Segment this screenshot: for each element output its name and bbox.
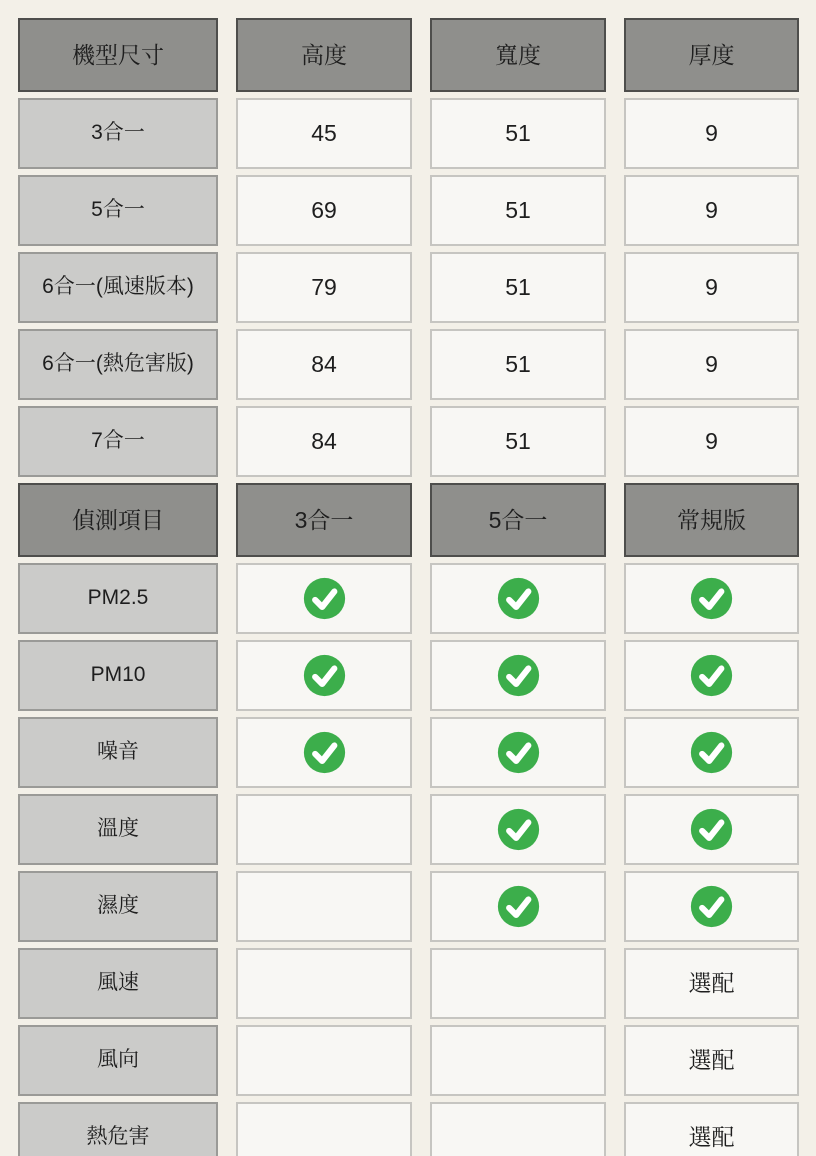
size-row-label-5in1: 5合一 [18,175,218,246]
size-value-cell: 9 [624,98,799,169]
feature-value-cell [236,794,412,865]
feature-value-cell [430,563,606,634]
header-model-size: 機型尺寸 [18,18,218,92]
feature-value-cell [236,563,412,634]
feature-value-cell [236,640,412,711]
check-icon [689,884,734,929]
feature-value-cell [236,948,412,1019]
feature-value-cell: 選配 [624,948,799,1019]
size-value-cell: 9 [624,406,799,477]
check-icon [302,730,347,775]
feature-value-cell [430,948,606,1019]
header-height: 高度 [236,18,412,92]
feature-row-label-heat-hazard: 熱危害 [18,1102,218,1156]
feature-value-cell [236,1102,412,1156]
feature-value-cell [430,640,606,711]
check-icon [689,576,734,621]
size-row-label-3in1: 3合一 [18,98,218,169]
size-value-cell: 84 [236,406,412,477]
header-thickness: 厚度 [624,18,799,92]
feature-value-cell: 選配 [624,1102,799,1156]
size-value-cell: 69 [236,175,412,246]
check-icon [496,576,541,621]
check-icon [302,653,347,698]
feature-value-cell [624,794,799,865]
header-5in1: 5合一 [430,483,606,557]
size-value-cell: 51 [430,329,606,400]
check-icon [496,884,541,929]
check-icon [689,807,734,852]
feature-value-cell: 選配 [624,1025,799,1096]
feature-value-cell [430,794,606,865]
feature-row-label-humidity: 濕度 [18,871,218,942]
check-icon [689,653,734,698]
size-value-cell: 9 [624,175,799,246]
feature-value-cell [430,871,606,942]
feature-row-label-temperature: 溫度 [18,794,218,865]
check-icon [496,653,541,698]
header-regular-version: 常規版 [624,483,799,557]
feature-value-cell [624,717,799,788]
size-value-cell: 51 [430,406,606,477]
feature-value-cell [430,717,606,788]
feature-row-label-wind-speed: 風速 [18,948,218,1019]
feature-value-cell [624,640,799,711]
size-row-label-7in1: 7合一 [18,406,218,477]
check-icon [689,730,734,775]
feature-value-cell [236,1025,412,1096]
feature-row-label-pm10: PM10 [18,640,218,711]
size-value-cell: 84 [236,329,412,400]
feature-row-label-pm25: PM2.5 [18,563,218,634]
size-value-cell: 79 [236,252,412,323]
check-icon [496,807,541,852]
feature-value-cell [624,563,799,634]
feature-value-cell [430,1102,606,1156]
size-value-cell: 51 [430,252,606,323]
feature-value-cell [236,871,412,942]
size-value-cell: 51 [430,98,606,169]
size-value-cell: 51 [430,175,606,246]
check-icon [302,576,347,621]
size-row-label-6in1-wind: 6合一(風速版本) [18,252,218,323]
header-width: 寬度 [430,18,606,92]
size-row-label-6in1-heat: 6合一(熱危害版) [18,329,218,400]
feature-value-cell [236,717,412,788]
size-value-cell: 45 [236,98,412,169]
header-3in1: 3合一 [236,483,412,557]
header-detection-items: 偵測項目 [18,483,218,557]
feature-value-cell [430,1025,606,1096]
feature-row-label-noise: 噪音 [18,717,218,788]
size-value-cell: 9 [624,252,799,323]
feature-row-label-wind-direction: 風向 [18,1025,218,1096]
check-icon [496,730,541,775]
feature-value-cell [624,871,799,942]
size-value-cell: 9 [624,329,799,400]
